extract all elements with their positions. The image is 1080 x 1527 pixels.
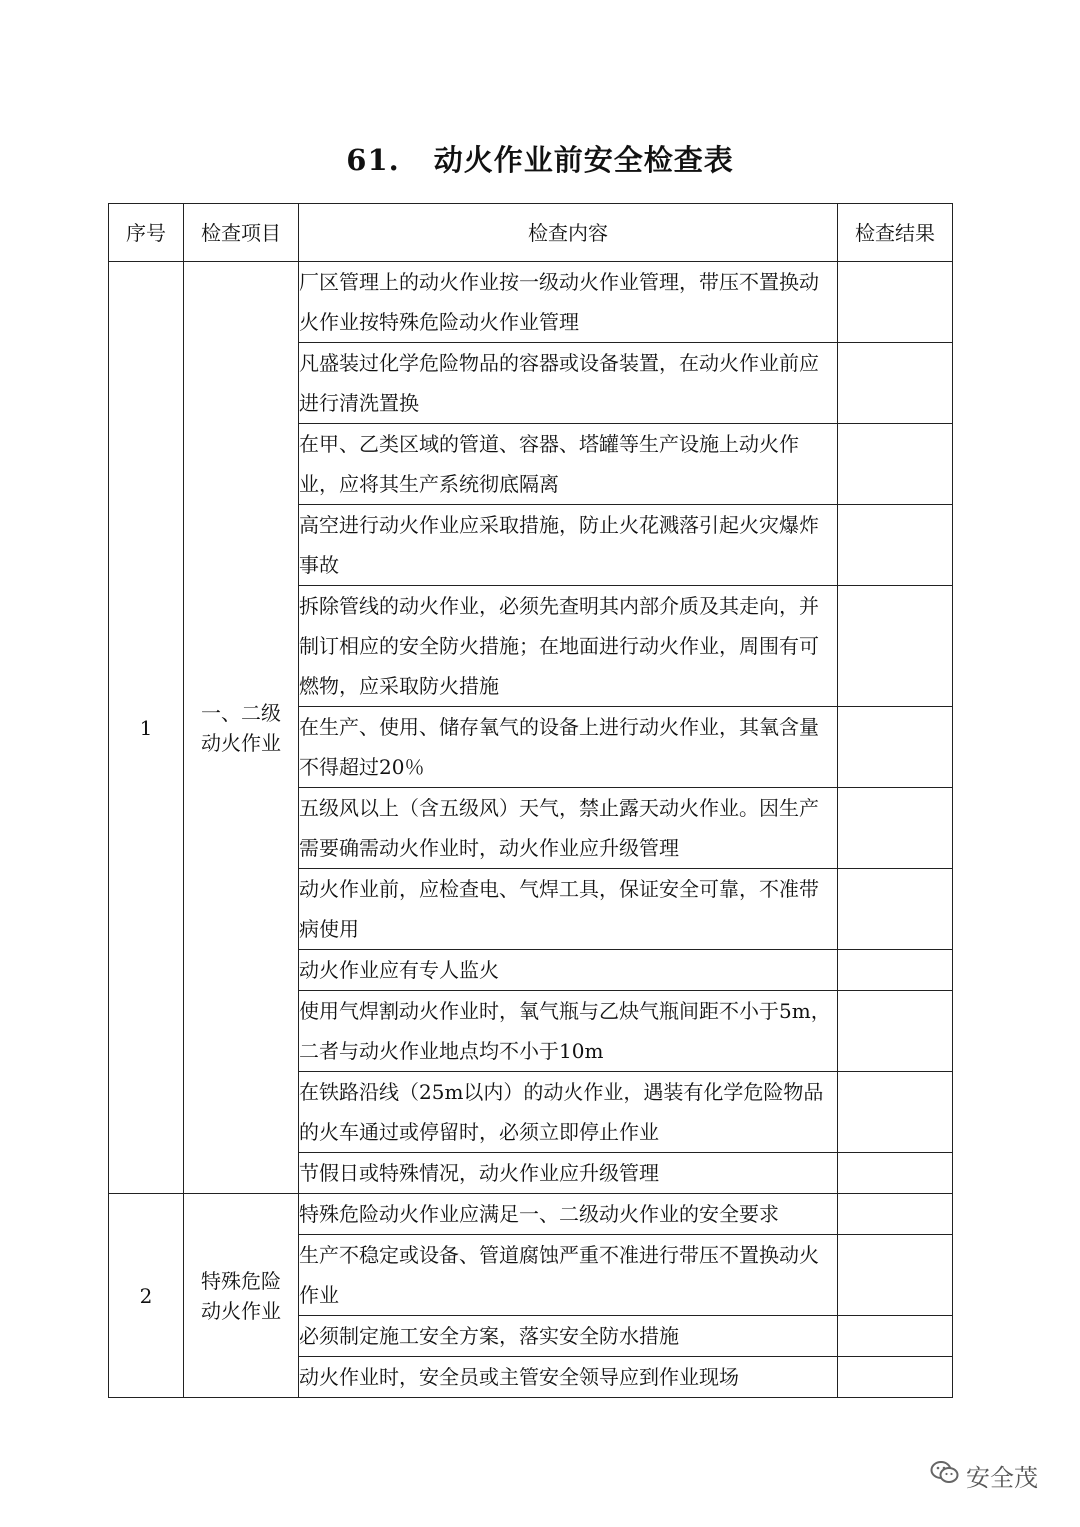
check-result-cell[interactable] <box>838 1194 953 1235</box>
check-content: 使用气焊割动火作业时，氧气瓶与乙炔气瓶间距不小于5m，二者与动火作业地点均不小于10m <box>299 991 838 1072</box>
check-result-cell[interactable] <box>838 788 953 869</box>
check-content: 必须制定施工安全方案，落实安全防水措施 <box>299 1316 838 1357</box>
check-result-cell[interactable] <box>838 707 953 788</box>
check-result-cell[interactable] <box>838 1316 953 1357</box>
check-content: 五级风以上（含五级风）天气，禁止露天动火作业。因生产需要确需动火作业时，动火作业应升级管理 <box>299 788 838 869</box>
table-row <box>109 1194 953 1235</box>
check-result-cell[interactable] <box>838 950 953 991</box>
check-content: 凡盛装过化学危险物品的容器或设备装置，在动火作业前应进行清洗置换 <box>299 343 838 424</box>
section-item: 一、二级动火作业 <box>184 262 299 1194</box>
check-result-cell[interactable] <box>838 262 953 343</box>
watermark-text: 安全茂 <box>966 1464 1038 1492</box>
page-title <box>0 138 1080 179</box>
check-content: 在甲、乙类区域的管道、容器、塔罐等生产设施上动火作业，应将其生产系统彻底隔离 <box>299 424 838 505</box>
check-result-cell[interactable] <box>838 1153 953 1194</box>
header-row <box>109 204 953 262</box>
checklist-table <box>108 203 953 1398</box>
check-content: 动火作业时，安全员或主管安全领导应到作业现场 <box>299 1357 838 1398</box>
check-result-cell[interactable] <box>838 1072 953 1153</box>
check-result-cell[interactable] <box>838 505 953 586</box>
check-content: 在铁路沿线（25m以内）的动火作业，遇装有化学危险物品的火车通过或停留时，必须立即停止作业 <box>299 1072 838 1153</box>
check-content: 节假日或特殊情况，动火作业应升级管理 <box>299 1153 838 1194</box>
title-text: 动火作业前安全检查表 <box>433 143 734 177</box>
header-item: 检查项目 <box>184 204 299 262</box>
check-content: 拆除管线的动火作业，必须先查明其内部介质及其走向，并制订相应的安全防火措施；在地面进行动火作业，周围有可燃物，应采取防火措施 <box>299 586 838 707</box>
table-row <box>109 262 953 343</box>
check-result-cell[interactable] <box>838 1357 953 1398</box>
check-content: 动火作业前，应检查电、气焊工具，保证安全可靠，不准带病使用 <box>299 869 838 950</box>
check-content: 在生产、使用、储存氧气的设备上进行动火作业，其氧含量不得超过20％ <box>299 707 838 788</box>
check-content: 厂区管理上的动火作业按一级动火作业管理，带压不置换动火作业按特殊危险动火作业管理 <box>299 262 838 343</box>
check-result-cell[interactable] <box>838 424 953 505</box>
check-result-cell[interactable] <box>838 991 953 1072</box>
watermark <box>930 1458 1038 1493</box>
section-seq: 1 <box>109 262 184 1194</box>
check-result-cell[interactable] <box>838 869 953 950</box>
check-content: 高空进行动火作业应采取措施，防止火花溅落引起火灾爆炸事故 <box>299 505 838 586</box>
section-item: 特殊危险动火作业 <box>184 1194 299 1398</box>
wechat-icon <box>930 1460 966 1492</box>
checklist-body <box>109 262 953 1398</box>
check-result-cell[interactable] <box>838 1235 953 1316</box>
check-content: 生产不稳定或设备、管道腐蚀严重不准进行带压不置换动火作业 <box>299 1235 838 1316</box>
header-seq: 序号 <box>109 204 184 262</box>
check-content: 特殊危险动火作业应满足一、二级动火作业的安全要求 <box>299 1194 838 1235</box>
check-content: 动火作业应有专人监火 <box>299 950 838 991</box>
section-seq: 2 <box>109 1194 184 1398</box>
title-number: 61. <box>346 143 400 177</box>
check-result-cell[interactable] <box>838 586 953 707</box>
header-result: 检查结果 <box>838 204 953 262</box>
check-result-cell[interactable] <box>838 343 953 424</box>
header-content: 检查内容 <box>299 204 838 262</box>
